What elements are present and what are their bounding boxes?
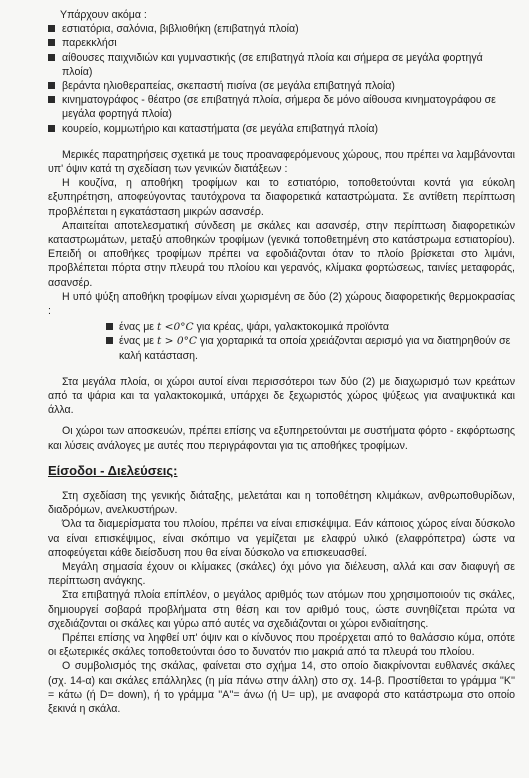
paragraph: Πρέπει επίσης να ληφθεί υπ' όψιν και ο κίνδυνος που προέρχεται από το θαλάσσιο κύμα, οπότε οι εξωτερικές σκάλες τοποθετούνται όσο το δυνατόν πιο μακριά από τα πλευρά του πλοίου.	[48, 631, 515, 659]
paragraph: Η υπό ψύξη αποθήκη τροφίμων είναι χωρισμένη σε δύο (2) χώρους διαφορετικής θερμοκρασίας :	[48, 290, 515, 318]
temperature-list	[106, 320, 515, 363]
paragraph: Η κουζίνα, η αποθήκη τροφίμων και το εστιατόριο, τοποθετούνται κοντά για εύκολη εξυπηρέτηση, αποφεύγοντας ταυτόχρονα τα διαφορετικά καταστρώματα. Σε αντίθετη περίπτωση προβλέπεται η εγκατάσταση μικρών ασανσέρ.	[48, 177, 515, 218]
features-list	[48, 22, 515, 136]
paragraph: Μεγάλη σημασία έχουν οι κλίμακες (σκάλες) όχι μόνο για διέλευση, αλλά και σαν διαφυγή σε περίπτωση ανάγκης.	[48, 560, 515, 588]
list-item: αίθουσες παιχνιδιών και γυμναστικής (σε επιβατηγά πλοία και σήμερα σε μεγάλα φορτηγά πλοία)	[48, 51, 515, 79]
math-expression: t <0°C	[156, 321, 194, 334]
paragraph: Οι χώροι των αποσκευών, πρέπει επίσης να εξυπηρετούνται με συστήματα φόρτο - εκφόρτωσης και λύσεις ανάλογες με αυτές που περιγράφονται για τις αποθήκες τροφίμων.	[48, 425, 515, 452]
square-bullet-icon	[48, 39, 55, 46]
paragraph: Στα επιβατηγά πλοία επίπλέον, ο μεγάλος αριθμός των ατόμων που χρησιμοποιούν τις σκάλες, δημιουργεί σοβαρά προβλήματα στη θέση και τον αριθμό τους, ώστε συνηθίζεται πρώτα να σχεδιάζονται οι σκάλες και γύρω από αυτές να σχεδιάζονται οι χώροι ενδιαίτησης.	[48, 589, 515, 630]
intro-text: Υπάρχουν ακόμα :	[60, 9, 147, 21]
square-bullet-icon	[48, 96, 55, 103]
list-item: κινηματογράφος - θέατρο (σε επιβατηγά πλοία, σήμερα δε μόνο αίθουσα κινηματογράφου σε μεγάλα φορτηγά πλοία)	[48, 93, 515, 121]
paragraph: Ο συμβολισμός της σκάλας, φαίνεται στο σχήμα 14, στο οποίο διακρίνονται ευθλανές σκάλες (σχ. 14-α) και σκάλες επάλληλες (η μία πάνω στην άλλη) στο σχ. 14-β. Προστίθεται το γράμμα ''Κ'' = κάτω (ή D= down), ή το γράμμα ''Α''= άνω (ή U= up), με αναφορά στο κατάστρωμα στο οποίο ξεκινά η σκάλα.	[48, 660, 515, 715]
paragraph: Στη σχεδίαση της γενικής διάταξης, μελετάται και η τοποθέτηση κλιμάκων, ανθρωποθυρίδων, διαδρόμων, ανελκυστήρων.	[48, 489, 515, 517]
square-bullet-icon	[106, 337, 113, 344]
square-bullet-icon	[48, 82, 55, 89]
list-item: ένας με t <0°C για κρέας, ψάρι, γαλακτοκομικά προϊόντα	[106, 320, 515, 334]
list-item: κουρείο, κομμωτήριο και καταστήματα (σε μεγάλα επιβατηγά πλοία)	[48, 122, 515, 136]
list-item: εστιατόρια, σαλόνια, βιβλιοθήκη (επιβατηγά πλοία)	[48, 22, 515, 36]
square-bullet-icon	[48, 54, 55, 61]
paragraph: Μερικές παρατηρήσεις σχετικά με τους προαναφερόμενους χώρους, που πρέπει να λαμβάνονται υπ' όψιν κατά τη σχεδίαση των γενικών διατάξεων :	[48, 148, 515, 176]
square-bullet-icon	[48, 25, 55, 32]
square-bullet-icon	[106, 323, 113, 330]
paragraph: Στα μεγάλα πλοία, οι χώροι αυτοί είναι περισσότεροι των δύο (2) με διαχωρισμό των κρεάτων από τα ψάρια και τα γαλακτοκομικά, υπάρχει δε ξεχωριστός χώρος ψύξεως για αναψυκτικά και άλλα.	[48, 375, 515, 417]
list-item: βεράντα ηλιοθεραπείας, σκεπαστή πισίνα (σε μεγάλα επιβατηγά πλοία)	[48, 79, 515, 93]
section-heading: Είσοδοι - Διελεύσεις:	[48, 462, 178, 478]
list-item: ένας με t > 0°C για χορταρικά τα οποία χρειάζονται αερισμό για να διατηρηθούν σε καλή κατάσταση.	[106, 334, 515, 362]
list-item: παρεκκλήσι	[48, 36, 515, 50]
square-bullet-icon	[48, 125, 55, 132]
paragraph: Απαιτείται αποτελεσματική σύνδεση με σκάλες και ασανσέρ, στην περίπτωση διαφορετικών καταστρωμάτων, μεταξύ αποθηκών τροφίμων (γενικά τοποθετημένη στο κατάστρωμα εστιατορίου). Επειδή οι αποθήκες τροφίμων πρέπει να εφοδιάζονται όταν το πλοίο βρίσκεται στο λιμάνι, προβλέπεται πόρτα στην πλευρά του πλοίου και γερανός, κλίμακα φορτώσεως, ταινίες μεταφοράς, ασανσέρ.	[48, 219, 515, 289]
paragraph: Όλα τα διαμερίσματα του πλοίου, πρέπει να είναι επισκέψιμα. Εάν κάποιος χώρος είναι δύσκολο να είναι επισκέψιμος, είναι σκόπιμο να γεμίζεται με ελαφρύ υλικό (ελαφρόπετρα) ώστε να αποφεύγεται κάθε διείσδυση που θα είναι δύσκολο να επισκευασθεί.	[48, 518, 515, 559]
math-expression: t > 0°C	[156, 335, 197, 348]
